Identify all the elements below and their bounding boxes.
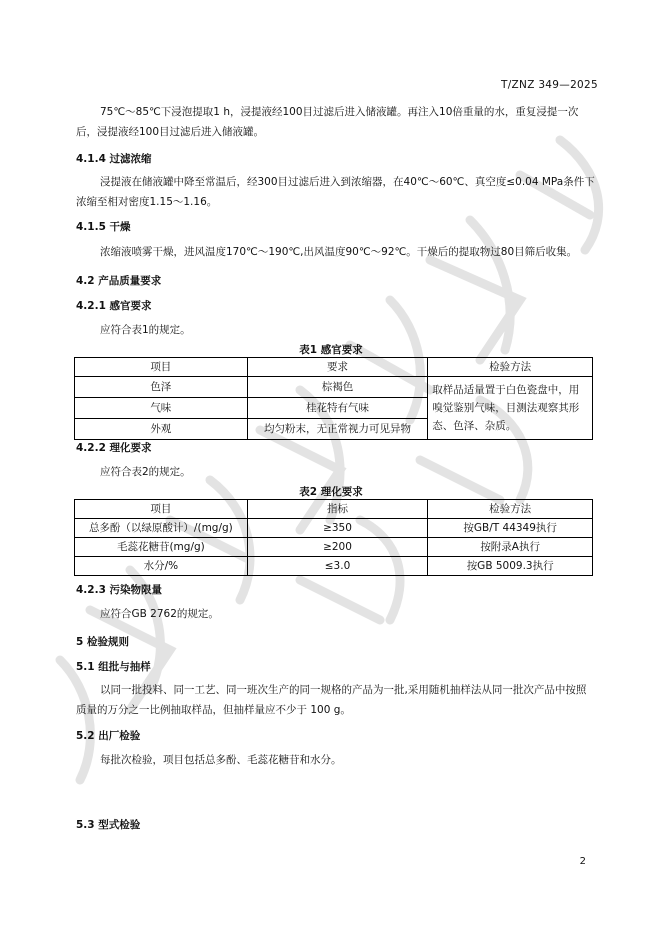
table-cell: 按GB/T 44349执行	[428, 519, 593, 538]
table-row	[75, 377, 593, 398]
table-header-row	[75, 500, 593, 519]
section-heading-4-2: 4.2 产品质量要求	[76, 275, 162, 287]
table-cell: 气味	[75, 398, 248, 419]
standard-id: T/ZNZ 349—2025	[501, 79, 598, 91]
section-text-4-2-1: 应符合表1的规定。	[100, 324, 191, 336]
table-cell: 按附录A执行	[428, 538, 593, 557]
section-heading-4-1-4: 4.1.4 过滤浓缩	[76, 153, 152, 165]
section-heading-4-2-3: 4.2.3 污染物限量	[76, 584, 163, 596]
section-text-5-1: 以同一批投料、同一工艺、同一班次生产的同一规格的产品为一批,采用随机抽样法从同一批次产品中按照质量的万分之一比例抽取样品，但抽样量应不少于 100 g。	[76, 684, 587, 716]
table-physicochemical	[74, 499, 593, 576]
table-cell: 外观	[75, 419, 248, 440]
section-heading-5-1: 5.1 组批与抽样	[76, 661, 151, 673]
table-cell: ≥350	[247, 519, 428, 538]
table-header-cell: 要求	[247, 358, 428, 377]
table-cell: 棕褐色	[247, 377, 428, 398]
section-heading-4-1-5: 4.1.5 干燥	[76, 221, 131, 233]
section-heading-5: 5 检验规则	[76, 636, 129, 648]
intro-paragraph: 75℃～85℃下浸泡提取1 h，浸提液经100目过滤后进入储液罐。再注入10倍重量的水，重复浸提一次后，浸提液经100目过滤后进入储液罐。	[76, 106, 579, 138]
table1-caption: 表1 感官要求	[299, 344, 363, 356]
section-text-4-1-5: 浓缩液喷雾干燥，进风温度170℃～190℃,出风温度90℃～92℃。干燥后的提取物过80目筛后收集。	[100, 246, 578, 258]
table-method-cell: 取样品适量置于白色瓷盘中，用嗅觉鉴别气味，目测法观察其形态、色泽、杂质。	[428, 377, 593, 440]
table-cell: ≤3.0	[247, 557, 428, 576]
page-number: 2	[579, 856, 586, 867]
section-text-4-1-4: 浸提液在储液罐中降至常温后，经300目过滤后进入到浓缩器，在40℃～60℃、真空度≤0.04 MPa条件下浓缩至相对密度1.15～1.16。	[76, 176, 595, 208]
section-heading-4-2-1: 4.2.1 感官要求	[76, 300, 152, 312]
table-cell: 色泽	[75, 377, 248, 398]
section-heading-5-2: 5.2 出厂检验	[76, 730, 141, 742]
table-header-cell: 项目	[75, 500, 248, 519]
table-row	[75, 557, 593, 576]
section-text-4-2-3: 应符合GB 2762的规定。	[100, 608, 219, 620]
table-sensory	[74, 357, 593, 440]
table-header-cell: 指标	[247, 500, 428, 519]
section-heading-5-3: 5.3 型式检验	[76, 819, 141, 831]
section-text-5-2: 每批次检验，项目包括总多酚、毛蕊花糖苷和水分。	[100, 754, 342, 766]
table-cell: 水分/%	[75, 557, 248, 576]
section-text-4-2-2: 应符合表2的规定。	[100, 466, 191, 478]
table-cell: ≥200	[247, 538, 428, 557]
section-heading-4-2-2: 4.2.2 理化要求	[76, 442, 152, 454]
table-row	[75, 519, 593, 538]
table-cell: 桂花特有气味	[247, 398, 428, 419]
table-header-cell: 项目	[75, 358, 248, 377]
table-cell: 总多酚（以绿原酸计）/(mg/g)	[75, 519, 248, 538]
table-header-row	[75, 358, 593, 377]
table-header-cell: 检验方法	[428, 358, 593, 377]
table-cell: 按GB 5009.3执行	[428, 557, 593, 576]
table-row	[75, 538, 593, 557]
table-cell: 均匀粉末，无正常视力可见异物	[247, 419, 428, 440]
table2-caption: 表2 理化要求	[299, 486, 363, 498]
table-cell: 毛蕊花糖苷(mg/g)	[75, 538, 248, 557]
table-header-cell: 检验方法	[428, 500, 593, 519]
